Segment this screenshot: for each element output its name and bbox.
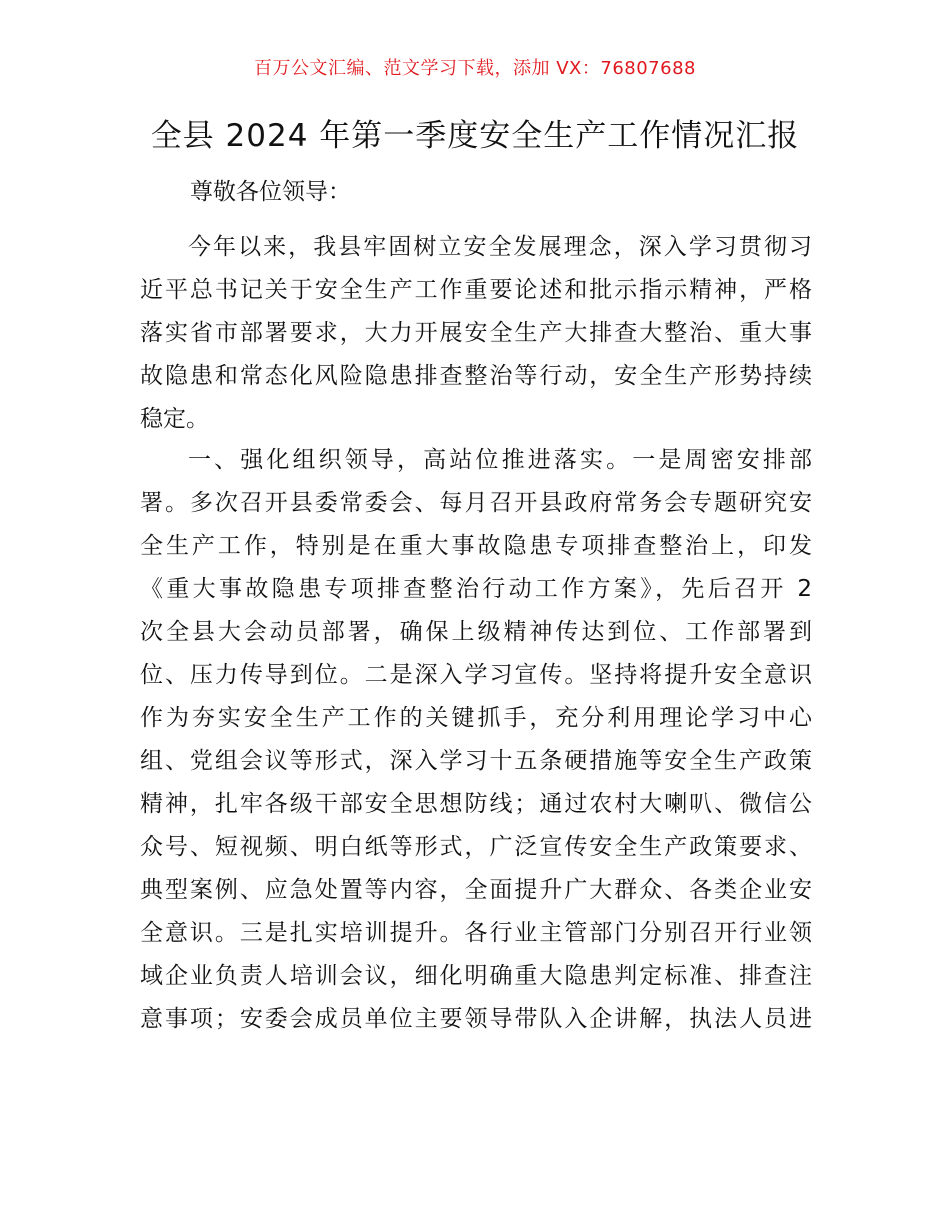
paragraph-line: 典型案例、应急处置等内容，全面提升广大群众、各类企业安 <box>140 877 812 903</box>
paragraph-line: 作为夯实安全生产工作的关键抓手，充分利用理论学习中心 <box>140 705 812 731</box>
paragraph-line: 组、党组会议等形式，深入学习十五条硬措施等安全生产政策 <box>140 748 812 774</box>
paragraph-line: 精神，扎牢各级干部安全思想防线；通过农村大喇叭、微信公 <box>140 791 812 817</box>
paragraph-line: 次全县大会动员部署，确保上级精神传达到位、工作部署到 <box>140 619 812 645</box>
paragraph-intro <box>140 226 812 441</box>
paragraph-line: 近平总书记关于安全生产工作重要论述和批示指示精神，严格 <box>140 277 812 303</box>
document-title: 全县 2024 年第一季度安全生产工作情况汇报 <box>150 118 800 154</box>
paragraph-line: 位、压力传导到位。二是深入学习宣传。坚持将提升安全意识 <box>140 662 812 688</box>
paragraph-line: 全意识。三是扎实培训提升。各行业主管部门分别召开行业领 <box>140 920 812 946</box>
header-watermark-note: 百万公文汇编、范文学习下载，添加 VX：76807688 <box>254 58 696 79</box>
paragraph-line: 落实省市部署要求，大力开展安全生产大排查大整治、重大事 <box>140 320 812 346</box>
salutation: 尊敬各位领导： <box>190 179 351 205</box>
paragraph-line: 全生产工作，特别是在重大事故隐患专项排查整治上，印发 <box>140 533 812 559</box>
paragraph-line: 今年以来，我县牢固树立安全发展理念，深入学习贯彻习 <box>188 234 812 260</box>
paragraph-line: 域企业负责人培训会议，细化明确重大隐患判定标准、排查注 <box>140 963 812 989</box>
paragraph-line: 署。多次召开县委常委会、每月召开县政府常务会专题研究安 <box>140 490 812 516</box>
paragraph-line: 一、强化组织领导，高站位推进落实。一是周密安排部 <box>188 447 812 473</box>
paragraph-line: 稳定。 <box>140 406 209 432</box>
paragraph-line: 故隐患和常态化风险隐患排查整治等行动，安全生产形势持续 <box>140 363 812 389</box>
paragraph-line: 众号、短视频、明白纸等形式，广泛宣传安全生产政策要求、 <box>140 834 812 860</box>
paragraph-line: 《重大事故隐患专项排查整治行动工作方案》，先后召开 2 <box>140 576 812 602</box>
paragraph-section-one <box>140 439 812 1041</box>
paragraph-line: 意事项；安委会成员单位主要领导带队入企讲解，执法人员进 <box>140 1006 812 1032</box>
